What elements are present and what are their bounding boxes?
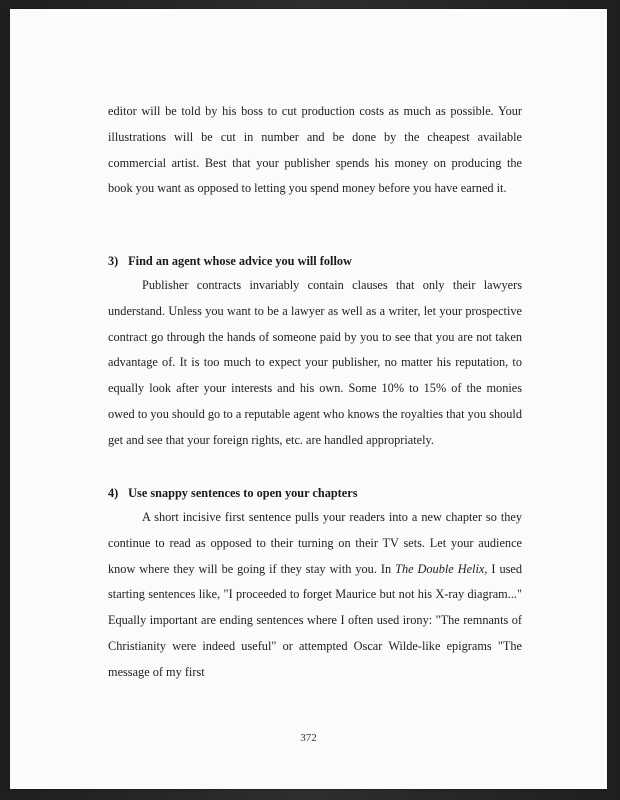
paragraph-text: editor will be told by his boss to cut production costs as much as possible. Your illustrations will be cut in number and be done by the cheapest available commercial artist. Best that your publisher spends his money on producing the book you want as opposed to letting you spend money before you have earned it. xyxy=(108,104,522,196)
section-heading-4 xyxy=(108,486,357,501)
document-page xyxy=(10,9,607,789)
section-title: Use snappy sentences to open your chapters xyxy=(128,486,358,500)
book-title: The Double Helix xyxy=(395,561,485,576)
paragraph-continued xyxy=(108,99,522,202)
section-number: 4) xyxy=(108,486,119,500)
section-heading-3 xyxy=(108,254,352,269)
section-3-body xyxy=(108,273,522,454)
paragraph-text xyxy=(108,505,522,686)
text-run: A short incisive first sentence pulls your readers into a new chapter so they continue to read as opposed to their turning on their TV sets. Let your audience know where they will be going if they stay with you. In xyxy=(108,510,522,576)
section-number: 3) xyxy=(108,254,119,268)
paragraph-text: Publisher contracts invariably contain clauses that only their lawyers understand. Unless you want to be a lawyer as well as a writer, let your prospective contract go through the hands of someone paid by you to see that you are not taken advantage of. It is too much to expect your publisher, no matter his reputation, to equally look after your interests and his own. Some 10% to 15% of the monies owed to you should go to a reputable agent who knows the royalties that you should get and see that your foreign rights, etc. are handled appropriately. xyxy=(108,278,522,447)
page-number: 372 xyxy=(300,732,317,744)
text-run: , I used starting sentences like, "I proceeded to forget Maurice but not his X-ray diagram..." Equally important are ending sentences where I often used irony: "The remnants of Christianity were indeed useful" or attempted Oscar Wilde-like epigrams "The message of my first xyxy=(108,561,523,679)
section-4-body xyxy=(108,505,522,686)
section-title: Find an agent whose advice you will follow xyxy=(128,254,352,268)
